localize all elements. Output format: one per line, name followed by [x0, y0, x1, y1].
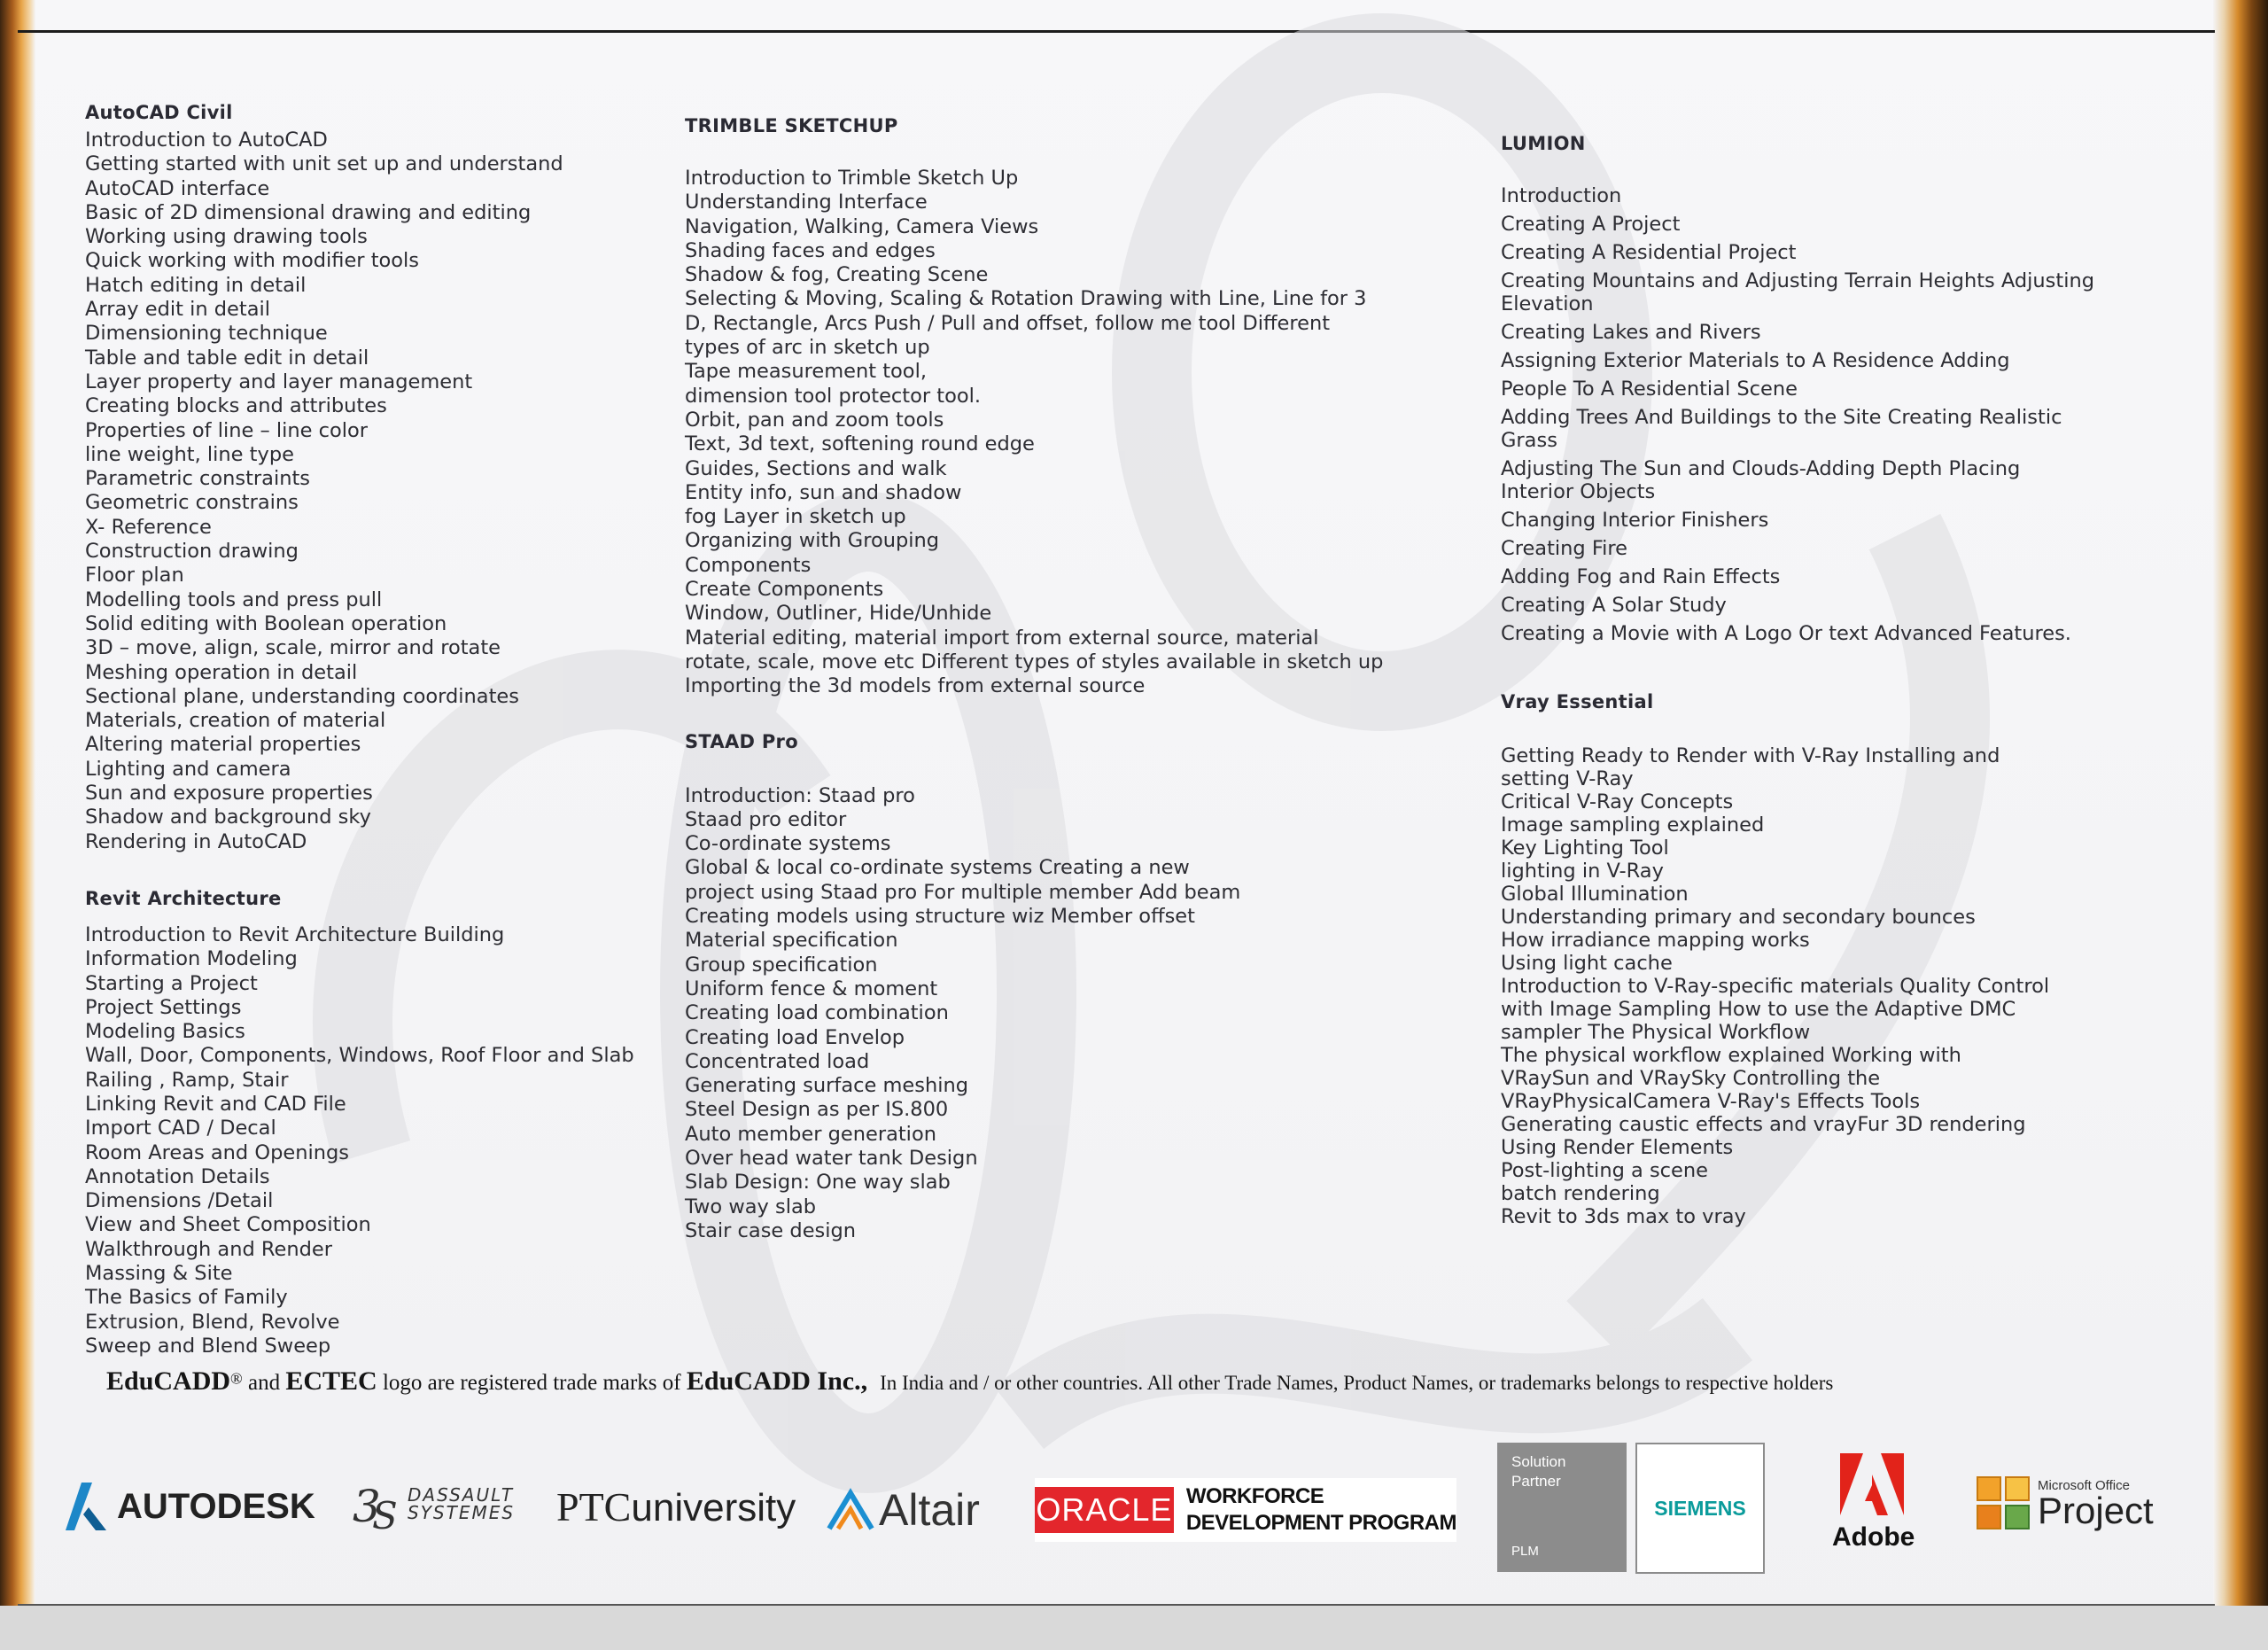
sketchup-topic: dimension tool protector tool. [685, 384, 982, 408]
sketchup-topic: types of arc in sketch up [685, 336, 930, 360]
vray-topic: Post-lighting a scene [1501, 1159, 1708, 1182]
siemens-logo-box: SIEMENS [1635, 1443, 1765, 1574]
lumion-topic: Changing Interior Finishers [1501, 509, 1769, 532]
lumion-topic: Creating A Project [1501, 213, 1681, 236]
revit-topic: Introduction to Revit Architecture Building [85, 922, 505, 946]
lumion-topic: Adding Fog and Rain Effects [1501, 565, 1781, 588]
sketchup-topic: Window, Outliner, Hide/Unhide [685, 602, 992, 626]
revit-topic: Modeling Basics [85, 1020, 245, 1044]
revit-topic: Dimensions /Detail [85, 1189, 274, 1213]
revit-topic: Annotation Details [85, 1164, 270, 1188]
autocad-topic: Hatch editing in detail [85, 273, 307, 297]
lumion-topic: Creating A Solar Study [1501, 594, 1727, 617]
sketchup-topic: Organizing with Grouping [685, 529, 940, 553]
revit-topic: Walkthrough and Render [85, 1237, 333, 1261]
staad-topic: Uniform fence & moment [685, 977, 938, 1000]
oracle-wdp-logo: ORACLE WORKFORCE DEVELOPMENT PROGRAM [1035, 1478, 1456, 1542]
revit-topic: Sweep and Blend Sweep [85, 1334, 331, 1358]
sketchup-topic: Selecting & Moving, Scaling & Rotation Drawing with Line, Line for 3 [685, 287, 1367, 311]
lumion-topic: Creating a Movie with A Logo Or text Advanced Features. [1501, 622, 2071, 645]
vray-topic: Using light cache [1501, 952, 1673, 975]
adobe-logo: Adobe [1832, 1453, 1912, 1560]
vray-topic: How irradiance mapping works [1501, 929, 1810, 952]
dassault-ds-icon [351, 1475, 404, 1532]
autodesk-logo: AUTODESK [62, 1478, 315, 1535]
staad-topic: Two way slab [685, 1195, 817, 1218]
sketchup-topic: rotate, scale, move etc Different types of styles available in sketch up [685, 650, 1384, 673]
autocad-topic: Altering material properties [85, 733, 361, 757]
vray-topic-list [1501, 744, 2094, 1228]
column-left [85, 102, 634, 1358]
ms-project-logo: Microsoft Office Project [1976, 1471, 2154, 1537]
autocad-topic: AutoCAD interface [85, 176, 270, 200]
vray-topic: Revit to 3ds max to vray [1501, 1205, 1746, 1228]
vray-topic: Introduction to V-Ray-specific materials Quality Control [1501, 975, 2050, 998]
revit-topic-list [85, 923, 634, 1358]
autocad-topic: Basic of 2D dimensional drawing and editing [85, 200, 532, 224]
staad-topic: Creating load combination [685, 1001, 949, 1025]
vray-topic: lighting in V-Ray [1501, 860, 1664, 883]
lumion-topic: Creating Mountains and Adjusting Terrain Heights Adjusting Elevation [1501, 269, 2095, 315]
oracle-red-box: ORACLE [1035, 1487, 1174, 1533]
staad-topic: Slab Design: One way slab [685, 1171, 951, 1195]
staad-topic: Concentrated load [685, 1049, 870, 1073]
revit-topic: View and Sheet Composition [85, 1213, 371, 1237]
lumion-topic: Adjusting The Sun and Clouds-Adding Depth Placing Interior Objects [1501, 457, 2021, 503]
staad-topic: Staad pro editor [685, 807, 847, 831]
autocad-topic: Array edit in detail [85, 298, 271, 322]
adobe-a-icon [1840, 1453, 1904, 1515]
lumion-topic: People To A Residential Scene [1501, 377, 1798, 401]
sketchup-topic: Understanding Interface [685, 191, 928, 214]
vray-topic: Global Illumination [1501, 883, 1689, 906]
autocad-topic: Dimensioning technique [85, 322, 328, 346]
staad-topic: Introduction: Staad pro [685, 783, 915, 807]
autocad-topic: Modelling tools and press pull [85, 588, 383, 611]
staad-topic: Steel Design as per IS.800 [685, 1098, 949, 1122]
vray-topic: batch rendering [1501, 1182, 1660, 1205]
heading-revit-architecture: Revit Architecture [85, 887, 282, 909]
autocad-topic: Getting started with unit set up and understand [85, 152, 563, 176]
autocad-topic-list [85, 128, 634, 854]
lumion-topic-list [1501, 184, 2094, 645]
staad-topic-list [685, 784, 1383, 1244]
staad-topic: Global & local co-ordinate systems Creating a new [685, 856, 1190, 880]
vray-topic: Critical V-Ray Concepts [1501, 790, 1734, 813]
autocad-topic: Layer property and layer management [85, 370, 473, 393]
sketchup-topic: Tape measurement tool, [685, 360, 927, 384]
ms-office-icon [1976, 1475, 2032, 1532]
autocad-topic: Properties of line – line color [85, 418, 369, 442]
sketchup-topic: Orbit, pan and zoom tools [685, 408, 944, 432]
vray-topic: Getting Ready to Render with V-Ray Installing and [1501, 744, 2000, 767]
lumion-topic: Assigning Exterior Materials to A Residence Adding [1501, 349, 2010, 372]
sketchup-topic: fog Layer in sketch up [685, 505, 906, 529]
brand-ectec: ECTEC [285, 1366, 377, 1396]
registered-mark: ® [230, 1369, 243, 1388]
brand-educadd-inc: EduCADD Inc., [686, 1366, 868, 1396]
revit-topic: Wall, Door, Components, Windows, Roof Floor and Slab [85, 1044, 634, 1068]
vray-topic: Image sampling explained [1501, 813, 1765, 837]
sketchup-topic: Guides, Sections and walk [685, 456, 947, 480]
heading-lumion: LUMION [1501, 133, 1586, 154]
vray-topic: VRayPhysicalCamera V-Ray's Effects Tools [1501, 1090, 1921, 1113]
vray-topic: The physical workflow explained Working with [1501, 1044, 1961, 1067]
lumion-topic: Creating A Residential Project [1501, 241, 1797, 264]
staad-topic: Co-ordinate systems [685, 832, 891, 856]
revit-topic: Massing & Site [85, 1262, 233, 1286]
revit-topic: Linking Revit and CAD File [85, 1092, 346, 1116]
autocad-topic: Sectional plane, understanding coordinates [85, 684, 519, 708]
vray-topic: Key Lighting Tool [1501, 837, 1669, 860]
autocad-topic: Floor plan [85, 564, 184, 588]
sketchup-topic: Navigation, Walking, Camera Views [685, 214, 1039, 238]
revit-topic: The Basics of Family [85, 1286, 288, 1310]
staad-topic: project using Staad pro For multiple member Add beam [685, 880, 1241, 904]
heading-staad-pro: STAAD Pro [685, 730, 798, 752]
column-right [1501, 133, 2094, 1228]
autocad-topic: Construction drawing [85, 540, 299, 564]
scan-bottom-margin [0, 1606, 2268, 1650]
column-middle [685, 115, 1383, 1243]
autocad-topic: X- Reference [85, 515, 212, 539]
autocad-topic: Lighting and camera [85, 757, 291, 781]
sketchup-topic: Create Components [685, 578, 884, 602]
autocad-topic: Solid editing with Boolean operation [85, 611, 447, 635]
sketchup-topic: Introduction to Trimble Sketch Up [685, 167, 1019, 190]
vray-topic: Using Render Elements [1501, 1136, 1734, 1159]
staad-topic: Material specification [685, 929, 898, 953]
sketchup-topic: Entity info, sun and shadow [685, 480, 962, 504]
sketchup-topic-list [685, 167, 1383, 699]
svg-text:S: S [372, 1494, 398, 1532]
sketchup-topic: Material editing, material import from external source, material [685, 626, 1319, 650]
sketchup-topic: Text, 3d text, softening round edge [685, 432, 1035, 456]
dassault-systemes-logo: 3 S DASSAULT SYSTEMES [351, 1473, 515, 1535]
revit-topic: Project Settings [85, 995, 242, 1019]
heading-autocad-civil: AutoCAD Civil [85, 102, 233, 123]
vray-topic: with Image Sampling How to use the Adaptive DMC [1501, 998, 2016, 1021]
staad-topic: Generating surface meshing [685, 1074, 969, 1098]
lumion-topic: Creating Fire [1501, 537, 1628, 560]
revit-topic: Extrusion, Blend, Revolve [85, 1310, 340, 1334]
autocad-topic: Sun and exposure properties [85, 782, 373, 806]
trademark-notice: EduCADD® and ECTEC logo are registered trade marks of EduCADD Inc., In India and / or other countries. All other Trade Names, Product Names, or trademarks belongs to respective holders [106, 1366, 1834, 1396]
autocad-topic: line weight, line type [85, 442, 294, 466]
altair-triangle-icon [826, 1488, 875, 1532]
sketchup-topic: Components [685, 553, 812, 577]
autocad-topic: Materials, creation of material [85, 709, 386, 733]
sketchup-topic: Importing the 3d models from external source [685, 674, 1146, 698]
vray-topic: Understanding primary and secondary bounces [1501, 906, 1976, 929]
revit-topic: Room Areas and Openings [85, 1140, 349, 1164]
revit-topic: Import CAD / Decal [85, 1117, 276, 1140]
heading-vray-essential: Vray Essential [1501, 691, 1654, 712]
lumion-topic: Introduction [1501, 184, 1622, 207]
vray-topic: Generating caustic effects and vrayFur 3D rendering [1501, 1113, 2026, 1136]
autocad-topic: Meshing operation in detail [85, 660, 358, 684]
brand-educadd: EduCADD [106, 1366, 231, 1396]
revit-topic: Railing , Ramp, Stair [85, 1068, 289, 1092]
vray-topic: sampler The Physical Workflow [1501, 1021, 1811, 1044]
staad-topic: Group specification [685, 953, 878, 977]
autocad-topic: Rendering in AutoCAD [85, 829, 307, 853]
autocad-topic: Introduction to AutoCAD [85, 128, 328, 152]
vray-topic: setting V-Ray [1501, 767, 1634, 790]
ptc-university-logo: PTCuniversity [556, 1484, 796, 1529]
autocad-topic: Working using drawing tools [85, 225, 368, 249]
sketchup-topic: D, Rectangle, Arcs Push / Pull and offset, follow me tool Different [685, 311, 1331, 335]
staad-topic: Stair case design [685, 1218, 857, 1242]
autocad-topic: Geometric constrains [85, 491, 299, 515]
autocad-topic: 3D – move, align, scale, mirror and rotate [85, 636, 501, 660]
altair-logo: Altair [826, 1482, 980, 1538]
staad-topic: Creating load Envelop [685, 1025, 905, 1049]
revit-topic: Starting a Project [85, 971, 258, 995]
trademark-tail: In India and / or other countries. All other Trade Names, Product Names, or trademarks belongs to respective holders [880, 1372, 1834, 1394]
solution-partner-plm-box: Solution Partner PLM [1497, 1443, 1627, 1572]
sketchup-topic: Shadow & fog, Creating Scene [685, 263, 989, 287]
lumion-topic: Creating Lakes and Rivers [1501, 321, 1761, 344]
autocad-topic: Creating blocks and attributes [85, 394, 387, 418]
autocad-topic: Quick working with modifier tools [85, 249, 420, 273]
revit-topic: Information Modeling [85, 947, 298, 971]
autocad-topic: Parametric constraints [85, 467, 311, 491]
staad-topic: Auto member generation [685, 1122, 936, 1146]
autocad-topic: Table and table edit in detail [85, 346, 369, 370]
lumion-topic: Adding Trees And Buildings to the Site Creating Realistic Grass [1501, 406, 2062, 452]
svg-text:3: 3 [353, 1481, 381, 1532]
heading-trimble-sketchup: TRIMBLE SKETCHUP [685, 115, 898, 136]
staad-topic: Creating models using structure wiz Member offset [685, 905, 1195, 929]
sketchup-topic: Shading faces and edges [685, 238, 936, 262]
autocad-topic: Shadow and background sky [85, 806, 371, 829]
autodesk-a-icon [62, 1481, 110, 1532]
staad-topic: Over head water tank Design [685, 1146, 978, 1170]
vray-topic: VRaySun and VRaySky Controlling the [1501, 1067, 1881, 1090]
